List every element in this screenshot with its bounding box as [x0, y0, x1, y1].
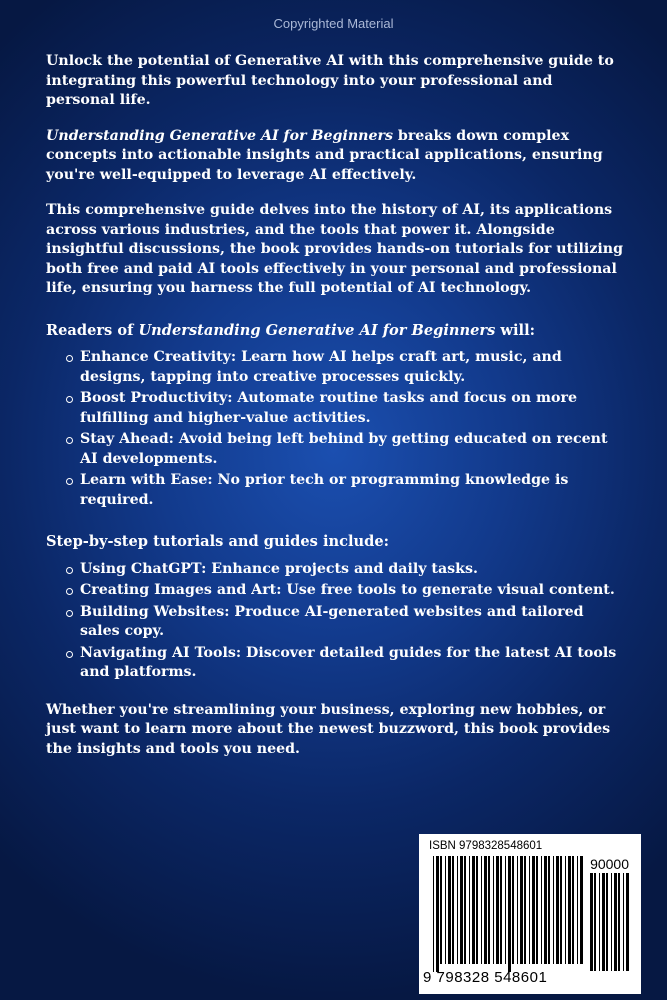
barcode-bar: [524, 856, 526, 964]
readers-suffix: will:: [495, 321, 536, 339]
barcode-bar: [594, 873, 596, 971]
book-title-italic: Understanding Generative AI for Beginners: [46, 127, 393, 144]
barcode-bar: [433, 856, 434, 972]
barcode-bar: [496, 856, 499, 964]
tutorials-heading: Step-by-step tutorials and guides include:: [46, 533, 390, 550]
history-paragraph: This comprehensive guide delves into the history of AI, its applications across various industries, and the tools that power it. Alongside insightful discussions, the book provides hands-on tutorials for utilizing both free and paid AI tools effectively in your personal and professional life, ensuring you harness the full potential of AI technology.: [46, 202, 623, 296]
readers-prefix: Readers of: [46, 321, 139, 339]
barcode-bar: [560, 856, 562, 964]
barcode-bar: [602, 873, 605, 971]
barcode-bar: [505, 856, 506, 964]
barcode-bar: [452, 856, 454, 964]
barcode-bar: [548, 856, 550, 964]
list-item: Building Websites: Produce AI-generated websites and tailored sales copy.: [80, 603, 624, 642]
barcode-bar: [520, 856, 523, 964]
list-item: Creating Images and Art: Use free tools to generate visual content.: [80, 581, 624, 601]
barcode-bar: [599, 873, 600, 971]
barcode-bar: [493, 856, 494, 964]
price-code: 90000: [590, 856, 629, 872]
barcode-bar: [572, 856, 574, 964]
barcode-bar: [532, 856, 535, 964]
barcode-bar: [577, 856, 578, 964]
list-item: Boost Productivity: Automate routine tasks and focus on more fulfilling and higher-value activities.: [80, 389, 624, 428]
barcode-bar: [541, 856, 542, 964]
barcode-bar: [565, 856, 566, 964]
isbn-label: ISBN 9798328548601: [429, 840, 543, 852]
barcode-bar: [517, 856, 518, 964]
barcode-bar: [590, 873, 593, 971]
barcode-bar: [611, 873, 612, 971]
barcode-bar: [556, 856, 559, 964]
barcode-bar: [484, 856, 487, 964]
list-item: Using ChatGPT: Enhance projects and daily tasks.: [80, 560, 624, 580]
book-summary-paragraph: [46, 127, 624, 186]
copyright-watermark: Copyrighted Material: [273, 16, 394, 31]
barcode-bar: [472, 856, 475, 964]
barcode-bar: [445, 856, 446, 964]
readers-book-title: Understanding Generative AI for Beginners: [138, 321, 496, 339]
list-item: Enhance Creativity: Learn how AI helps craft art, music, and designs, tapping into creative processes quickly.: [80, 348, 624, 387]
list-item: Learn with Ease: No prior tech or programming knowledge is required.: [80, 471, 624, 510]
barcode-bar: [568, 856, 571, 964]
barcode-bar: [529, 856, 530, 964]
barcode-bar: [460, 856, 463, 964]
intro-paragraph: Unlock the potential of Generative AI with this comprehensive guide to integrating this powerful technology into your professional and personal life.: [46, 53, 614, 108]
barcode-bar: [448, 856, 451, 964]
list-item: Navigating AI Tools: Discover detailed guides for the latest AI tools and platforms.: [80, 644, 624, 683]
barcode-bar: [440, 856, 442, 964]
isbn-barcode: [419, 834, 641, 994]
barcode-bar: [618, 873, 620, 971]
barcode-bar: [469, 856, 470, 964]
barcode-bar: [606, 873, 608, 971]
barcode-bar: [476, 856, 478, 964]
barcode-bar: [544, 856, 547, 964]
barcode-bar: [536, 856, 538, 964]
benefits-list: [46, 348, 624, 510]
barcode-bar: [623, 873, 624, 971]
barcode-main-bars: [433, 856, 585, 974]
summary-text: breaks down complex concepts into actionable insights and practical applications, ensuring you're well-equipped to leverage AI effectively.: [46, 127, 603, 183]
tutorials-list: [46, 560, 624, 683]
barcode-bar: [488, 856, 490, 964]
barcode-bar: [508, 856, 511, 972]
list-item: Stay Ahead: Avoid being left behind by getting educated on recent AI developments.: [80, 430, 624, 469]
barcode-bar: [553, 856, 554, 964]
isbn-digits: 9 798328 548601: [423, 969, 548, 986]
barcode-bar: [436, 856, 439, 972]
readers-heading: [46, 321, 624, 341]
barcode-bar: [580, 856, 583, 964]
barcode-bar: [481, 856, 482, 964]
barcode-bar: [464, 856, 466, 964]
barcode-bar: [512, 856, 514, 964]
back-cover-text: [46, 52, 624, 775]
barcode-addon-bars: [590, 873, 630, 971]
barcode-bar: [500, 856, 502, 964]
barcode-bar: [614, 873, 617, 971]
barcode-bar: [626, 873, 629, 971]
closing-paragraph: Whether you're streamlining your business, exploring new hobbies, or just want to learn more about the newest buzzword, this book provides the insights and tools you need.: [46, 701, 611, 757]
barcode-bar: [457, 856, 458, 964]
